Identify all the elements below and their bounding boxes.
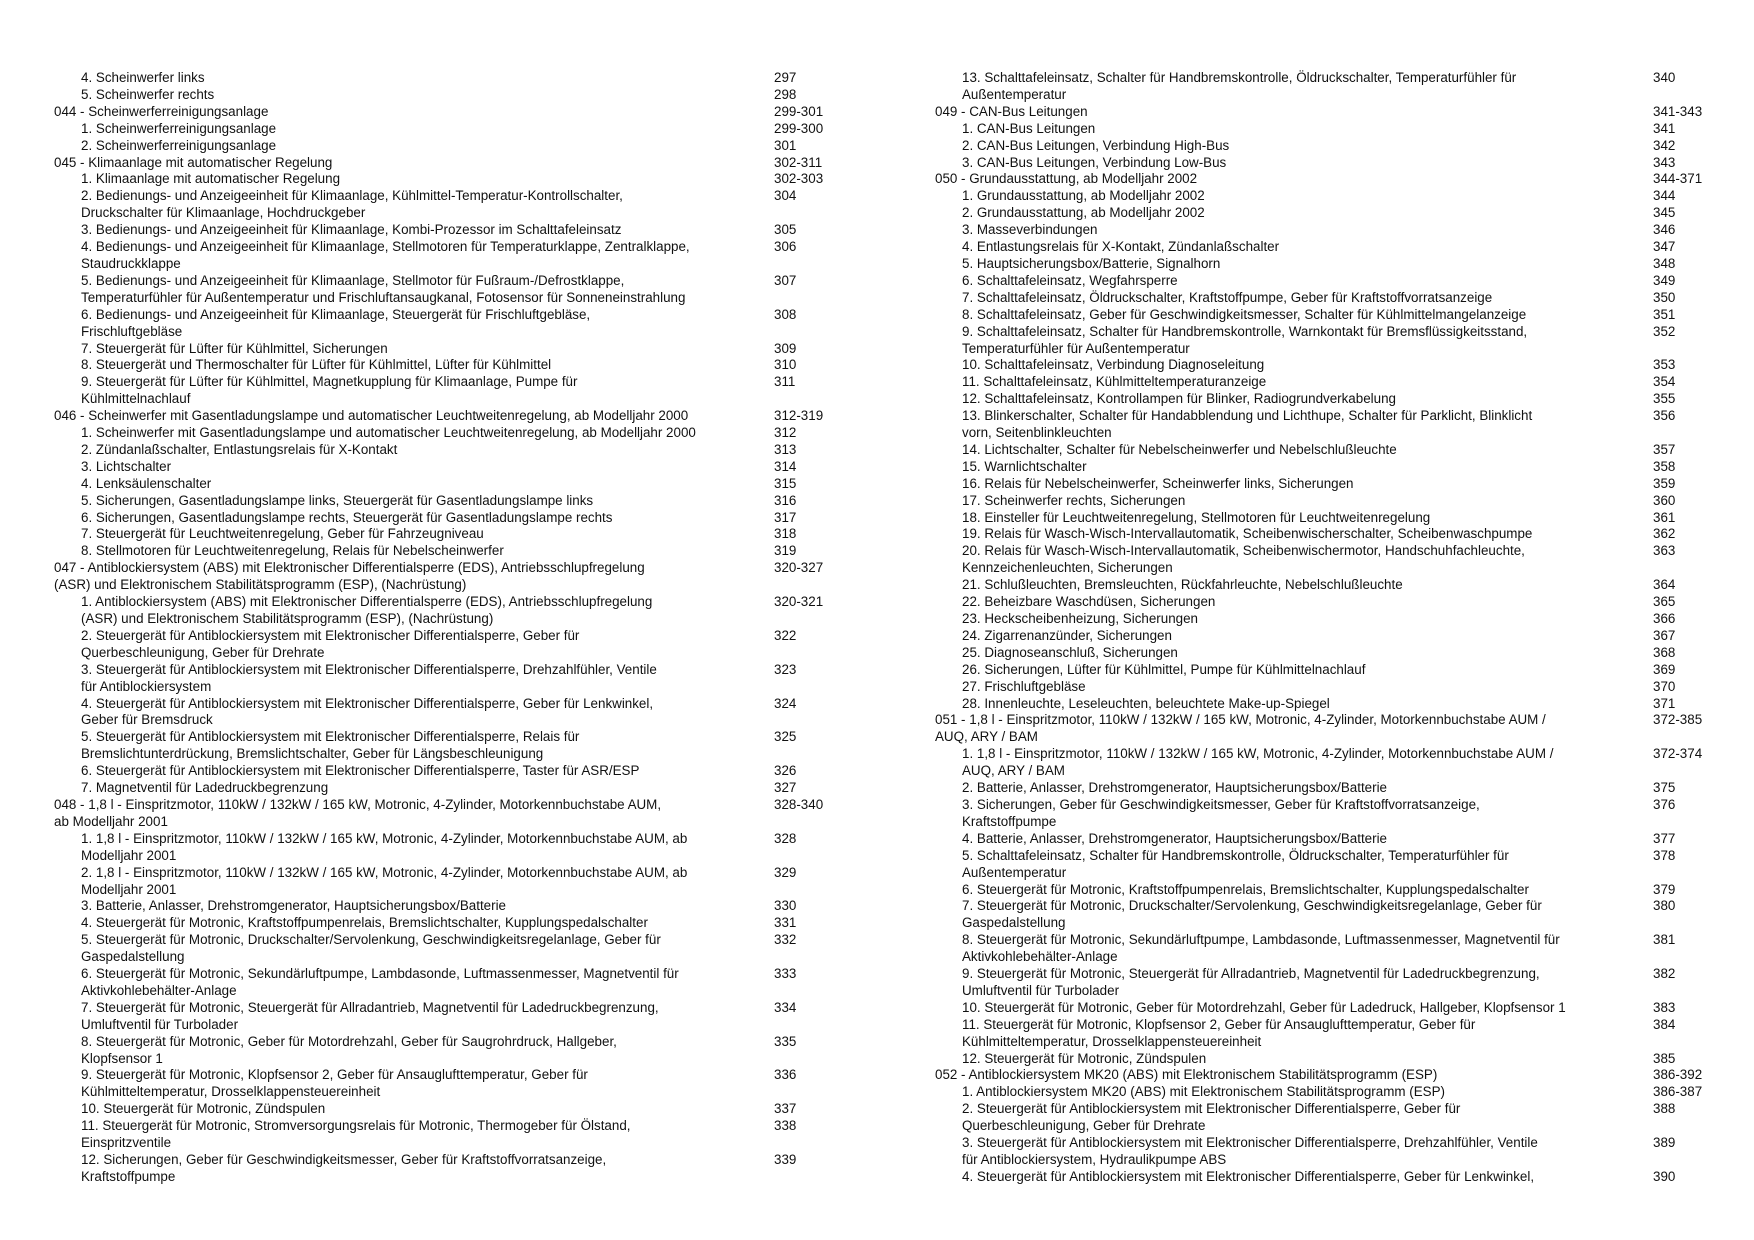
toc-sub-entry	[54, 510, 884, 527]
toc-sub-entry	[935, 493, 1725, 510]
toc-chapter-entry	[54, 155, 884, 172]
toc-sub-entry	[935, 222, 1725, 239]
toc-entry-title: 049 - CAN-Bus Leitungen	[935, 103, 1088, 119]
toc-entry-page: 309	[774, 340, 797, 356]
toc-sub-entry	[54, 831, 884, 865]
toc-entry-title: 045 - Klimaanlage mit automatischer Regelung	[54, 154, 333, 170]
toc-entry-page: 390	[1653, 1168, 1676, 1184]
toc-sub-entry	[54, 594, 884, 628]
toc-entry-page: 388	[1653, 1101, 1676, 1117]
toc-chapter-entry	[54, 408, 884, 425]
toc-entry-page: 304	[774, 188, 797, 204]
toc-entry-title: 6. Sicherungen, Gasentladungslampe rechts, Steuergerät für Gasentladungslampe rechts	[81, 509, 613, 525]
toc-sub-entry	[935, 391, 1725, 408]
toc-entry-title: 8. Steuergerät und Thermoschalter für Lüfter für Kühlmittel, Lüfter für Kühlmittel	[81, 357, 552, 373]
toc-entry-title: 24. Zigarrenanzünder, Sicherungen	[962, 627, 1172, 643]
toc-entry-page: 342	[1653, 137, 1676, 153]
toc-entry-page: 328	[774, 830, 797, 846]
toc-entry-page: 358	[1653, 458, 1676, 474]
toc-entry-title: 28. Innenleuchte, Leseleuchten, beleuchtete Make-up-Spiegel	[962, 695, 1330, 711]
toc-entry-page: 307	[774, 272, 797, 288]
toc-entry-title: 6. Steuergerät für Antiblockiersystem mit Elektronischer Differentialsperre, Taster für ASR/ESP	[81, 763, 640, 779]
toc-chapter-entry	[54, 104, 884, 121]
toc-entry-page: 332	[774, 932, 797, 948]
toc-entry-page: 327	[774, 780, 797, 796]
toc-sub-entry	[54, 425, 884, 442]
toc-sub-entry	[935, 882, 1725, 899]
toc-entry-page: 329	[774, 864, 797, 880]
toc-entry-page: 376	[1653, 796, 1676, 812]
toc-entry-title: 19. Relais für Wasch-Wisch-Intervallautomatik, Scheibenwischerschalter, Scheibenwaschpumpe	[962, 526, 1533, 542]
toc-entry-page: 372-385	[1653, 712, 1703, 728]
toc-entry-title: 21. Schlußleuchten, Bremsleuchten, Rückfahrleuchte, Nebelschlußleuchte	[962, 577, 1403, 593]
toc-entry-title: 8. Schalttafeleinsatz, Geber für Geschwindigkeitsmesser, Schalter für Kühlmittelmangelanzeige	[962, 306, 1527, 322]
toc-entry-page: 367	[1653, 627, 1676, 643]
toc-entry-page: 351	[1653, 306, 1676, 322]
toc-entry-page: 297	[774, 70, 797, 85]
toc-entry-page: 362	[1653, 526, 1676, 542]
toc-sub-entry	[935, 273, 1725, 290]
toc-entry-title: 9. Steuergerät für Motronic, Steuergerät für Allradantrieb, Magnetventil für Ladedruckbegrenzung, Umluftventil für Turbolader	[962, 966, 1540, 998]
toc-column-left	[54, 70, 884, 1186]
toc-entry-page: 338	[774, 1118, 797, 1134]
toc-entry-page: 318	[774, 526, 797, 542]
toc-entry-title: 11. Steuergerät für Motronic, Klopfsensor 2, Geber für Ansauglufttemperatur, Geber für Kühlmitteltemperatur, Drosselklappensteuereinheit	[962, 1016, 1476, 1049]
toc-entry-page: 312-319	[774, 408, 824, 424]
toc-entry-title: 3. Steuergerät für Antiblockiersystem mit Elektronischer Differentialsperre, Drehzahlfühler, Ventile für Antiblockiersystem	[81, 661, 657, 694]
toc-entry-page: 345	[1653, 205, 1676, 221]
toc-entry-title: 6. Schalttafeleinsatz, Wegfahrsperre	[962, 272, 1178, 288]
toc-sub-entry	[54, 87, 884, 104]
toc-sub-entry	[935, 442, 1725, 459]
toc-entry-page: 386-392	[1653, 1067, 1703, 1083]
toc-entry-page: 299-300	[774, 120, 824, 136]
toc-entry-title: 4. Steuergerät für Motronic, Kraftstoffpumpenrelais, Bremslichtschalter, Kupplungspedalschalter	[81, 915, 648, 931]
toc-sub-entry	[54, 1152, 884, 1186]
toc-entry-page: 326	[774, 763, 797, 779]
toc-entry-title: 9. Steuergerät für Lüfter für Kühlmittel, Magnetkupplung für Klimaanlage, Pumpe für Kühlmittelnachlauf	[81, 374, 578, 407]
toc-entry-title: 17. Scheinwerfer rechts, Sicherungen	[962, 492, 1186, 508]
toc-entry-title: 3. CAN-Bus Leitungen, Verbindung Low-Bus	[962, 154, 1227, 170]
toc-entry-title: 22. Beheizbare Waschdüsen, Sicherungen	[962, 594, 1216, 610]
toc-entry-page: 343	[1653, 154, 1676, 170]
toc-entry-title: 5. Scheinwerfer rechts	[81, 86, 215, 102]
toc-entry-page: 386-387	[1653, 1084, 1703, 1100]
toc-entry-title: 6. Steuergerät für Motronic, Sekundärluftpumpe, Lambdasonde, Luftmassenmesser, Magnetventil für Aktivkohlebehälter-Anlage	[81, 966, 679, 998]
toc-entry-page: 378	[1653, 847, 1676, 863]
toc-entry-page: 380	[1653, 898, 1676, 914]
toc-sub-entry	[935, 1051, 1725, 1068]
toc-entry-page: 344-371	[1653, 171, 1703, 187]
toc-chapter-entry	[54, 560, 884, 594]
toc-entry-title: 7. Schalttafeleinsatz, Öldruckschalter, Kraftstoffpumpe, Geber für Kraftstoffvorratsanzeige	[962, 289, 1493, 305]
toc-entry-title: 18. Einsteller für Leuchtweitenregelung, Stellmotoren für Leuchtweitenregelung	[962, 509, 1431, 525]
toc-sub-entry	[935, 966, 1725, 1000]
toc-entry-title: 4. Steuergerät für Antiblockiersystem mit Elektronischer Differentialsperre, Geber für Lenkwinkel,	[962, 1168, 1535, 1184]
toc-column-right	[935, 70, 1725, 1186]
toc-entry-title: 3. Batterie, Anlasser, Drehstromgenerator, Hauptsicherungsbox/Batterie	[81, 898, 507, 914]
toc-sub-entry	[935, 510, 1725, 527]
toc-entry-page: 315	[774, 475, 797, 491]
toc-entry-title: 2. Grundausstattung, ab Modelljahr 2002	[962, 205, 1205, 221]
toc-entry-page: 384	[1653, 1016, 1676, 1032]
toc-sub-entry	[935, 679, 1725, 696]
toc-entry-page: 313	[774, 441, 797, 457]
toc-entry-page: 368	[1653, 644, 1676, 660]
toc-sub-entry	[935, 662, 1725, 679]
toc-entry-title: 2. 1,8 l - Einspritzmotor, 110kW / 132kW / 165 kW, Motronic, 4-Zylinder, Motorkennbuchstabe AUM, ab Modelljahr 2001	[81, 864, 688, 897]
toc-entry-page: 299-301	[774, 103, 824, 119]
toc-entry-page: 381	[1653, 932, 1676, 948]
toc-sub-entry	[54, 898, 884, 915]
toc-entry-title: 1. Scheinwerfer mit Gasentladungslampe und automatischer Leuchtweitenregelung, ab Modelljahr 2000	[81, 425, 696, 441]
toc-entry-page: 355	[1653, 391, 1676, 407]
toc-entry-title: 14. Lichtschalter, Schalter für Nebelscheinwerfer und Nebelschlußleuchte	[962, 441, 1397, 457]
toc-sub-entry	[935, 155, 1725, 172]
toc-entry-title: 2. Batterie, Anlasser, Drehstromgenerator, Hauptsicherungsbox/Batterie	[962, 780, 1388, 796]
toc-entry-page: 316	[774, 492, 797, 508]
toc-entry-title: 4. Entlastungsrelais für X-Kontakt, Zündanlaßschalter	[962, 239, 1280, 255]
toc-entry-page: 331	[774, 915, 797, 931]
toc-entry-page: 360	[1653, 492, 1676, 508]
toc-sub-entry	[54, 662, 884, 696]
toc-entry-page: 302-311	[774, 154, 823, 170]
toc-entry-title: 8. Steuergerät für Motronic, Geber für Motordrehzahl, Geber für Saugrohrdruck, Hallgeber, Klopfsensor 1	[81, 1033, 617, 1066]
toc-sub-entry	[54, 222, 884, 239]
toc-sub-entry	[54, 239, 884, 273]
toc-entry-page: 325	[774, 729, 797, 745]
toc-sub-entry	[935, 307, 1725, 324]
toc-sub-entry	[935, 611, 1725, 628]
toc-sub-entry	[935, 543, 1725, 577]
toc-entry-page: 320-327	[774, 560, 824, 576]
toc-sub-entry	[54, 1000, 884, 1034]
toc-sub-entry	[935, 898, 1725, 932]
toc-entry-page: 308	[774, 306, 797, 322]
toc-entry-page: 348	[1653, 255, 1676, 271]
toc-sub-entry	[935, 408, 1725, 442]
toc-sub-entry	[935, 932, 1725, 966]
toc-entry-title: 4. Batterie, Anlasser, Drehstromgenerator, Hauptsicherungsbox/Batterie	[962, 830, 1388, 846]
toc-sub-entry	[54, 307, 884, 341]
toc-entry-title: 6. Steuergerät für Motronic, Kraftstoffpumpenrelais, Bremslichtschalter, Kupplungspedalschalter	[962, 881, 1529, 897]
toc-entry-title: 044 - Scheinwerferreinigungsanlage	[54, 103, 269, 119]
toc-entry-title: 7. Steuergerät für Motronic, Steuergerät für Allradantrieb, Magnetventil für Ladedruckbegrenzung, Umluftventil für Turbolader	[81, 999, 659, 1032]
toc-sub-entry	[935, 1135, 1725, 1169]
toc-entry-page: 337	[774, 1101, 797, 1117]
toc-entry-page: 382	[1653, 966, 1676, 982]
toc-entry-title: 26. Sicherungen, Lüfter für Kühlmittel, Pumpe für Kühlmittelnachlauf	[962, 661, 1366, 677]
toc-entry-title: 047 - Antiblockiersystem (ABS) mit Elektronischer Differentialsperre (EDS), Antriebsschlupfregelung (ASR) und Elektronischem Stabilitätsprogramm (ESP), (Nachrüstung)	[54, 560, 645, 593]
toc-entry-title: 1. Scheinwerferreinigungsanlage	[81, 120, 277, 136]
toc-entry-page: 306	[774, 239, 797, 255]
toc-entry-title: 4. Scheinwerfer links	[81, 70, 205, 85]
toc-entry-title: 10. Schalttafeleinsatz, Verbindung Diagnoseleitung	[962, 357, 1265, 373]
toc-entry-page: 319	[774, 543, 797, 559]
toc-entry-page: 365	[1653, 594, 1676, 610]
toc-sub-entry	[935, 239, 1725, 256]
toc-entry-title: 052 - Antiblockiersystem MK20 (ABS) mit Elektronischem Stabilitätsprogramm (ESP)	[935, 1067, 1438, 1083]
toc-entry-page: 339	[774, 1152, 797, 1167]
toc-chapter-entry	[935, 171, 1725, 188]
toc-sub-entry	[54, 526, 884, 543]
toc-entry-title: 5. Steuergerät für Antiblockiersystem mit Elektronischer Differentialsperre, Relais für Bremslichtunterdrückung, Bremslichtschalter, Geber für Längsbeschleunigung	[81, 729, 580, 762]
toc-entry-page: 359	[1653, 475, 1676, 491]
toc-entry-title: 12. Steuergerät für Motronic, Zündspulen	[962, 1050, 1207, 1066]
toc-entry-title: 10. Steuergerät für Motronic, Geber für Motordrehzahl, Geber für Ladedruck, Hallgeber, Klopfsensor 1	[962, 999, 1566, 1015]
toc-entry-title: 7. Magnetventil für Ladedruckbegrenzung	[81, 780, 329, 796]
toc-entry-title: 2. Scheinwerferreinigungsanlage	[81, 137, 277, 153]
toc-sub-entry	[54, 121, 884, 138]
toc-entry-page: 328-340	[774, 796, 824, 812]
toc-entry-title: 13. Schalttafeleinsatz, Schalter für Handbremskontrolle, Öldruckschalter, Temperaturfühler für Außentemperatur	[962, 70, 1517, 102]
toc-entry-title: 20. Relais für Wasch-Wisch-Intervallautomatik, Scheibenwischermotor, Handschuhfachleuchte, Kennzeichenleuchten, Sicherungen	[962, 543, 1525, 576]
toc-entry-title: 1. 1,8 l - Einspritzmotor, 110kW / 132kW / 165 kW, Motronic, 4-Zylinder, Motorkennbuchstabe AUM / AUQ, ARY / BAM	[962, 746, 1554, 779]
toc-sub-entry	[935, 138, 1725, 155]
toc-entry-title: 15. Warnlichtschalter	[962, 458, 1087, 474]
toc-entry-title: 1. 1,8 l - Einspritzmotor, 110kW / 132kW / 165 kW, Motronic, 4-Zylinder, Motorkennbuchstabe AUM, ab Modelljahr 2001	[81, 830, 688, 863]
toc-sub-entry	[935, 746, 1725, 780]
toc-sub-entry	[54, 273, 884, 307]
toc-sub-entry	[54, 374, 884, 408]
toc-entry-page: 357	[1653, 441, 1676, 457]
toc-entry-page: 312	[774, 425, 797, 441]
toc-entry-page: 379	[1653, 881, 1676, 897]
toc-chapter-entry	[54, 797, 884, 831]
toc-entry-page: 311	[774, 374, 796, 390]
toc-entry-title: 5. Sicherungen, Gasentladungslampe links, Steuergerät für Gasentladungslampe links	[81, 492, 594, 508]
toc-sub-entry	[935, 256, 1725, 273]
toc-entry-title: 12. Sicherungen, Geber für Geschwindigkeitsmesser, Geber für Kraftstoffvorratsanzeige, Kraftstoffpumpe	[81, 1152, 607, 1184]
toc-entry-title: 9. Schalttafeleinsatz, Schalter für Handbremskontrolle, Warnkontakt für Bremsflüssigkeitsstand, Temperaturfühler für Außentemperatur	[962, 323, 1528, 356]
toc-entry-title: 8. Steuergerät für Motronic, Sekundärluftpumpe, Lambdasonde, Luftmassenmesser, Magnetventil für Aktivkohlebehälter-Anlage	[962, 932, 1560, 965]
toc-sub-entry	[935, 374, 1725, 391]
toc-sub-entry	[54, 628, 884, 662]
toc-sub-entry	[935, 357, 1725, 374]
toc-entry-title: 1. Antiblockiersystem MK20 (ABS) mit Elektronischem Stabilitätsprogramm (ESP)	[962, 1084, 1445, 1100]
toc-sub-entry	[935, 1017, 1725, 1051]
toc-sub-entry	[54, 1067, 884, 1101]
toc-entry-title: 12. Schalttafeleinsatz, Kontrollampen für Blinker, Radiogrundverkabelung	[962, 391, 1396, 407]
toc-entry-title: 2. Zündanlaßschalter, Entlastungsrelais für X-Kontakt	[81, 441, 398, 457]
toc-sub-entry	[935, 831, 1725, 848]
toc-entry-page: 370	[1653, 678, 1676, 694]
toc-sub-entry	[54, 357, 884, 374]
toc-entry-page: 383	[1653, 999, 1676, 1015]
toc-entry-page: 356	[1653, 408, 1676, 424]
toc-entry-page: 363	[1653, 543, 1676, 559]
toc-sub-entry	[54, 1118, 884, 1152]
toc-sub-entry	[54, 865, 884, 899]
toc-sub-entry	[54, 729, 884, 763]
toc-sub-entry	[54, 696, 884, 730]
toc-entry-page: 349	[1653, 272, 1676, 288]
toc-entry-page: 354	[1653, 374, 1676, 390]
toc-sub-entry	[54, 1101, 884, 1118]
toc-entry-title: 3. Masseverbindungen	[962, 222, 1098, 238]
toc-chapter-entry	[935, 712, 1725, 746]
toc-entry-title: 10. Steuergerät für Motronic, Zündspulen	[81, 1101, 326, 1117]
toc-entry-page: 301	[774, 137, 797, 153]
toc-entry-page: 317	[774, 509, 797, 525]
toc-entry-page: 371	[1653, 695, 1676, 711]
toc-chapter-entry	[935, 1067, 1725, 1084]
toc-entry-title: 4. Lenksäulenschalter	[81, 475, 212, 491]
toc-entry-title: 3. Bedienungs- und Anzeigeeinheit für Klimaanlage, Kombi-Prozessor im Schalttafeleinsatz	[81, 222, 622, 238]
toc-entry-page: 341	[1653, 120, 1676, 136]
toc-sub-entry	[935, 848, 1725, 882]
toc-entry-page: 323	[774, 661, 797, 677]
toc-entry-page: 335	[774, 1033, 797, 1049]
toc-sub-entry	[935, 780, 1725, 797]
toc-chapter-entry	[935, 104, 1725, 121]
toc-entry-page: 341-343	[1653, 103, 1703, 119]
toc-entry-title: 7. Steuergerät für Motronic, Druckschalter/Servolenkung, Geschwindigkeitsregelanlage, Geber für Gaspedalstellung	[962, 898, 1542, 931]
toc-entry-title: 1. Klimaanlage mit automatischer Regelung	[81, 171, 341, 187]
toc-sub-entry	[935, 290, 1725, 307]
toc-sub-entry	[54, 341, 884, 358]
toc-entry-page: 324	[774, 695, 797, 711]
toc-entry-page: 389	[1653, 1135, 1676, 1151]
toc-sub-entry	[54, 780, 884, 797]
toc-entry-title: 2. Steuergerät für Antiblockiersystem mit Elektronischer Differentialsperre, Geber für Querbeschleunigung, Geber für Drehrate	[962, 1101, 1461, 1134]
toc-sub-entry	[935, 476, 1725, 493]
toc-entry-title: 11. Steuergerät für Motronic, Stromversorgungsrelais für Motronic, Thermogeber für Ölstand, Einspritzventile	[81, 1118, 631, 1151]
toc-entry-page: 298	[774, 86, 797, 102]
toc-entry-page: 350	[1653, 289, 1676, 305]
toc-entry-title: 4. Bedienungs- und Anzeigeeinheit für Klimaanlage, Stellmotoren für Temperaturklappe, Zentralklappe, Staudruckklappe	[81, 239, 690, 271]
toc-entry-page: 334	[774, 999, 797, 1015]
toc-sub-entry	[935, 645, 1725, 662]
toc-entry-page: 310	[774, 357, 797, 373]
toc-sub-entry	[935, 70, 1725, 104]
toc-entry-page: 305	[774, 222, 797, 238]
toc-sub-entry	[54, 915, 884, 932]
toc-sub-entry	[54, 476, 884, 493]
toc-sub-entry	[54, 442, 884, 459]
toc-sub-entry	[935, 121, 1725, 138]
toc-entry-title: 23. Heckscheibenheizung, Sicherungen	[962, 611, 1198, 626]
toc-entry-title: 046 - Scheinwerfer mit Gasentladungslampe und automatischer Leuchtweitenregelung, ab Modelljahr 2000	[54, 408, 689, 424]
toc-entry-title: 2. Bedienungs- und Anzeigeeinheit für Klimaanlage, Kühlmittel-Temperatur-Kontrollschalter, Druckschalter für Klimaanlage, Hochdruckgeber	[81, 188, 623, 221]
toc-sub-entry	[54, 932, 884, 966]
toc-entry-page: 344	[1653, 188, 1676, 204]
toc-sub-entry	[935, 1000, 1725, 1017]
toc-entry-page: 320-321	[774, 594, 824, 610]
toc-entry-title: 13. Blinkerschalter, Schalter für Handabblendung und Lichthupe, Schalter für Parklicht, Blinklicht vorn, Seitenblinkleuchten	[962, 408, 1533, 441]
toc-entry-title: 27. Frischluftgebläse	[962, 678, 1086, 694]
toc-entry-title: 6. Bedienungs- und Anzeigeeinheit für Klimaanlage, Steuergerät für Frischluftgebläse, Frischluftgebläse	[81, 306, 591, 339]
toc-entry-title: 11. Schalttafeleinsatz, Kühlmitteltemperaturanzeige	[962, 374, 1267, 390]
toc-entry-title: 8. Stellmotoren für Leuchtweitenregelung, Relais für Nebelscheinwerfer	[81, 543, 504, 559]
toc-entry-page: 372-374	[1653, 746, 1703, 762]
toc-sub-entry	[935, 696, 1725, 713]
toc-entry-page: 346	[1653, 222, 1676, 238]
toc-entry-page: 340	[1653, 70, 1676, 85]
toc-entry-title: 3. Sicherungen, Geber für Geschwindigkeitsmesser, Geber für Kraftstoffvorratsanzeige, Kraftstoffpumpe	[962, 796, 1480, 829]
toc-entry-page: 347	[1653, 239, 1676, 255]
toc-entry-title: 7. Steuergerät für Lüfter für Kühlmittel, Sicherungen	[81, 340, 388, 356]
toc-sub-entry	[935, 1101, 1725, 1135]
toc-entry-title: 16. Relais für Nebelscheinwerfer, Scheinwerfer links, Sicherungen	[962, 475, 1354, 491]
toc-entry-page: 314	[774, 458, 797, 474]
toc-entry-page: 330	[774, 898, 797, 914]
toc-entry-title: 3. Steuergerät für Antiblockiersystem mit Elektronischer Differentialsperre, Drehzahlfühler, Ventile für Antiblockiersystem, Hydraulikpumpe ABS	[962, 1135, 1538, 1167]
toc-sub-entry	[54, 493, 884, 510]
toc-sub-entry	[935, 188, 1725, 205]
toc-sub-entry	[935, 205, 1725, 222]
toc-entry-title: 25. Diagnoseanschluß, Sicherungen	[962, 644, 1178, 660]
toc-entry-title: 051 - 1,8 l - Einspritzmotor, 110kW / 132kW / 165 kW, Motronic, 4-Zylinder, Motorkennbuchstabe AUM / AUQ, ARY / BAM	[935, 712, 1546, 745]
toc-entry-title: 5. Hauptsicherungsbox/Batterie, Signalhorn	[962, 255, 1221, 271]
toc-entry-page: 333	[774, 966, 797, 982]
toc-sub-entry	[935, 324, 1725, 358]
toc-entry-title: 2. CAN-Bus Leitungen, Verbindung High-Bus	[962, 137, 1230, 153]
toc-entry-title: 5. Bedienungs- und Anzeigeeinheit für Klimaanlage, Stellmotor für Fußraum-/Defrostklappe, Temperaturfühler für Außentemperatur und Frischluftansaugkanal, Fotosensor für Sonneneinstrahlung	[81, 272, 686, 305]
toc-entry-page: 336	[774, 1067, 797, 1083]
toc-entry-title: 1. Antiblockiersystem (ABS) mit Elektronischer Differentialsperre (EDS), Antriebsschlupfregelung (ASR) und Elektronischem Stabilitätsprogramm (ESP), (Nachrüstung)	[81, 594, 653, 626]
toc-entry-title: 048 - 1,8 l - Einspritzmotor, 110kW / 132kW / 165 kW, Motronic, 4-Zylinder, Motorkennbuchstabe AUM, ab Modelljahr 2001	[54, 796, 662, 829]
toc-sub-entry	[54, 171, 884, 188]
toc-sub-entry	[935, 628, 1725, 645]
toc-sub-entry	[935, 1084, 1725, 1101]
toc-entry-title: 1. CAN-Bus Leitungen	[962, 120, 1096, 136]
toc-entry-title: 4. Steuergerät für Antiblockiersystem mit Elektronischer Differentialsperre, Geber für Lenkwinkel, Geber für Bremsdruck	[81, 695, 654, 728]
toc-entry-page: 322	[774, 627, 797, 643]
toc-sub-entry	[54, 459, 884, 476]
toc-entry-page: 364	[1653, 577, 1676, 593]
toc-sub-entry	[54, 966, 884, 1000]
toc-entry-page: 352	[1653, 323, 1676, 339]
toc-entry-title: 2. Steuergerät für Antiblockiersystem mit Elektronischer Differentialsperre, Geber für Querbeschleunigung, Geber für Drehrate	[81, 627, 580, 660]
toc-sub-entry	[54, 138, 884, 155]
toc-entry-page: 366	[1653, 611, 1676, 626]
toc-sub-entry	[54, 543, 884, 560]
toc-sub-entry	[935, 459, 1725, 476]
toc-entry-page: 375	[1653, 780, 1676, 796]
toc-sub-entry	[935, 797, 1725, 831]
toc-sub-entry	[54, 1034, 884, 1068]
toc-entry-title: 7. Steuergerät für Leuchtweitenregelung, Geber für Fahrzeugniveau	[81, 526, 484, 542]
toc-entry-title: 9. Steuergerät für Motronic, Klopfsensor 2, Geber für Ansauglufttemperatur, Geber für Kühlmitteltemperatur, Drosselklappensteuereinheit	[81, 1067, 588, 1100]
toc-entry-title: 5. Steuergerät für Motronic, Druckschalter/Servolenkung, Geschwindigkeitsregelanlage, Geber für Gaspedalstellung	[81, 932, 661, 965]
toc-entry-page: 361	[1653, 509, 1676, 525]
toc-entry-title: 050 - Grundausstattung, ab Modelljahr 2002	[935, 171, 1198, 187]
toc-sub-entry	[935, 594, 1725, 611]
toc-entry-page: 302-303	[774, 171, 824, 187]
toc-entry-page: 385	[1653, 1050, 1676, 1066]
toc-entry-page: 353	[1653, 357, 1676, 373]
toc-sub-entry	[54, 188, 884, 222]
toc-entry-page: 369	[1653, 661, 1676, 677]
toc-entry-title: 1. Grundausstattung, ab Modelljahr 2002	[962, 188, 1205, 204]
toc-sub-entry	[54, 70, 884, 87]
toc-sub-entry	[54, 763, 884, 780]
toc-entry-title: 5. Schalttafeleinsatz, Schalter für Handbremskontrolle, Öldruckschalter, Temperaturfühler für Außentemperatur	[962, 847, 1509, 880]
toc-sub-entry	[935, 577, 1725, 594]
toc-entry-page: 377	[1653, 830, 1676, 846]
toc-sub-entry	[935, 526, 1725, 543]
toc-entry-title: 3. Lichtschalter	[81, 458, 172, 474]
toc-sub-entry	[935, 1169, 1725, 1186]
